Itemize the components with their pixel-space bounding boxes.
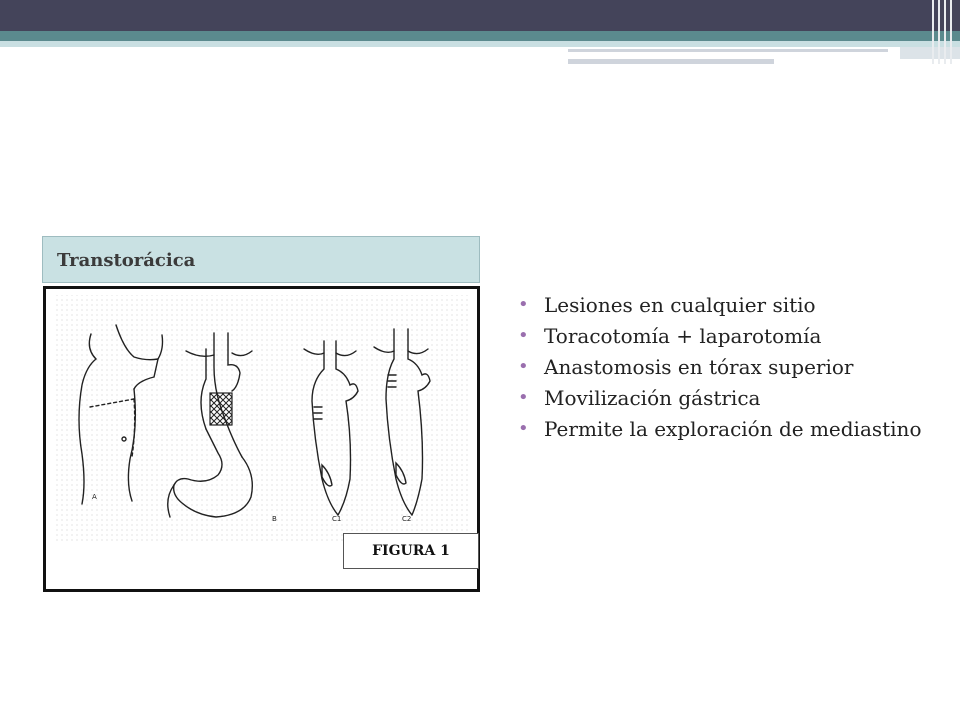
surgical-figure xyxy=(43,286,480,592)
panel-label-c1: C1 xyxy=(332,515,342,523)
header-dark-bar xyxy=(0,0,960,31)
bullet-item xyxy=(518,292,938,318)
subtitle-text: Transtorácica xyxy=(57,250,196,271)
bullet-text: Toracotomía + laparotomía xyxy=(544,324,822,348)
figure-caption: FIGURA 1 xyxy=(372,543,450,559)
header-light-bar xyxy=(0,41,960,47)
header-stripe xyxy=(950,0,952,64)
bullet-text: Permite la exploración de mediastino xyxy=(544,417,922,441)
bullet-list xyxy=(518,292,938,447)
header-teal-bar xyxy=(0,31,960,41)
bullet-dot-icon: • xyxy=(518,418,529,439)
bullet-dot-icon: • xyxy=(518,325,529,346)
bullet-text: Anastomosis en tórax superior xyxy=(544,355,854,379)
bullet-dot-icon: • xyxy=(518,294,529,315)
header-stripe xyxy=(944,0,946,64)
bullet-text: Movilización gástrica xyxy=(544,386,761,410)
bullet-item xyxy=(518,416,938,442)
panel-label-b: B xyxy=(272,515,277,523)
bullet-item xyxy=(518,354,938,380)
panel-label-a: A xyxy=(92,493,97,501)
header-deco-line xyxy=(568,49,888,52)
figure-caption-box xyxy=(343,533,479,569)
bullet-dot-icon: • xyxy=(518,387,529,408)
panel-label-c2: C2 xyxy=(402,515,412,523)
bullet-text: Lesiones en cualquier sitio xyxy=(544,293,816,317)
header-stripe xyxy=(938,0,940,64)
header-deco-line xyxy=(568,59,774,64)
header-stripe xyxy=(932,0,934,64)
bullet-dot-icon: • xyxy=(518,356,529,377)
subtitle-box xyxy=(42,236,480,283)
bullet-item xyxy=(518,385,938,411)
bullet-item xyxy=(518,323,938,349)
